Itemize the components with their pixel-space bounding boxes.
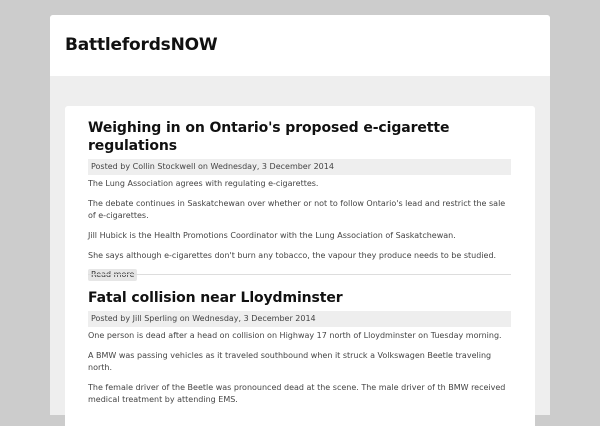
article-paragraph: She says although e-cigarettes don't burn any tobacco, the vapour they produce needs to be studied.: [88, 251, 497, 260]
article-paragraph: The debate continues in Saskatchewan over whether or not to follow Ontario's lead and restrict the sale of e-cigarettes.: [88, 199, 506, 220]
article-divider: [88, 274, 511, 275]
article-title-link[interactable]: Weighing in on Ontario's proposed e-cigarette regulations: [88, 120, 450, 154]
article-title-link[interactable]: Fatal collision near Lloydminster: [88, 290, 343, 306]
main-content: [65, 106, 535, 426]
article: [88, 119, 511, 281]
read-more-button[interactable]: Read more: [88, 269, 137, 281]
site-header: [50, 15, 550, 76]
site-title-link[interactable]: BattlefordsNOW: [65, 35, 218, 55]
article-paragraph: The female driver of the Beetle was pronounced dead at the scene. The male driver of th BMW received medical treatment by attending EMS.: [88, 383, 506, 404]
article-paragraph: One person is dead after a head on collision on Highway 17 north of Lloydminster on Tuesday morning.: [88, 331, 502, 340]
article-paragraph: Jill Hubick is the Health Promotions Coordinator with the Lung Association of Saskatchewan.: [88, 231, 456, 240]
site-wrapper: [50, 15, 550, 415]
article-paragraph: A BMW was passing vehicles as it traveled southbound when it struck a Volkswagen Beetle traveling north.: [88, 351, 492, 372]
article-paragraph: The Lung Association agrees with regulating e-cigarettes.: [88, 179, 319, 188]
article-meta: Posted by Collin Stockwell on Wednesday, 3 December 2014: [88, 159, 511, 175]
article: [88, 289, 511, 406]
article-meta: Posted by Jill Sperling on Wednesday, 3 December 2014: [88, 311, 511, 327]
